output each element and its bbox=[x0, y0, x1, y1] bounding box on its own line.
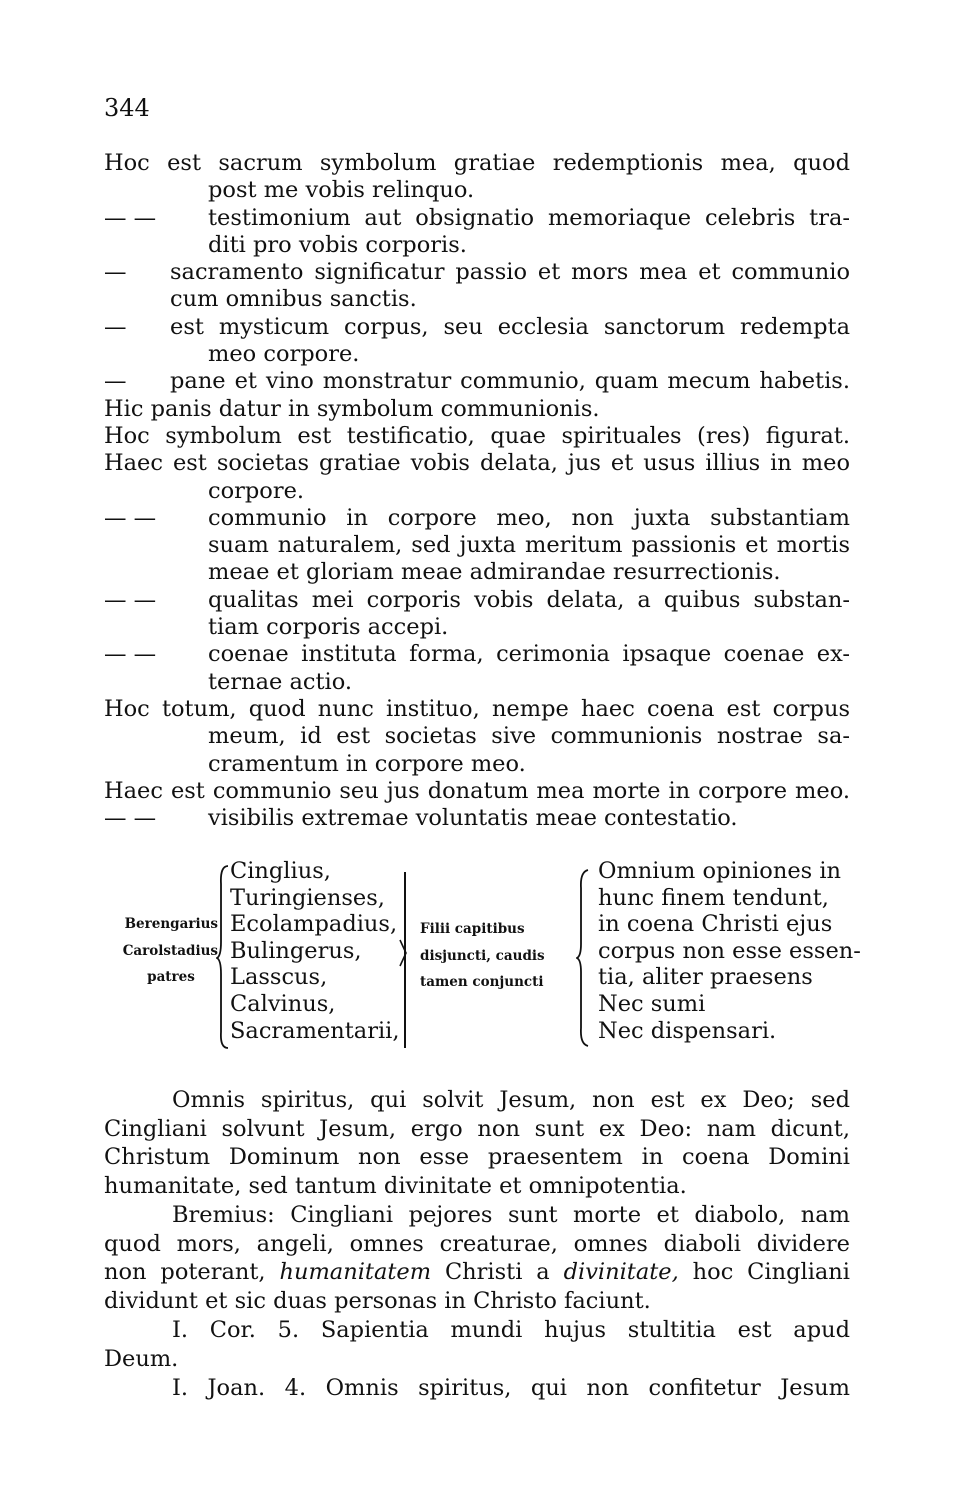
right-item: in coena Christi ejus bbox=[598, 911, 833, 938]
names-column bbox=[230, 858, 400, 1044]
text-line: Omnis spiritus, qui solvit Jesum, non est ex Deo; sed bbox=[172, 1087, 850, 1113]
text-line: — — visibilis extremae voluntatis meae contestatio. bbox=[104, 805, 738, 832]
text-line: — — qualitas mei corporis vobis delata, a quibus substan- bbox=[104, 586, 850, 613]
text-line: Hoc symbolum est testificatio, quae spirituales (res) figurat. bbox=[104, 422, 850, 449]
middle-item: Filii capitibus bbox=[420, 921, 525, 937]
text-line: — — testimonium aut obsignatio memoriaque celebris tra- bbox=[104, 204, 850, 231]
left-label: Carolstadius bbox=[122, 942, 218, 959]
italic-word: divinitate, bbox=[563, 1259, 679, 1286]
right-item: Nec sumi bbox=[598, 990, 706, 1017]
text-line: meum, id est societas sive communionis nostrae sa- bbox=[208, 723, 850, 750]
paragraph bbox=[104, 1316, 850, 1373]
name-item: Ecolampadius, bbox=[230, 911, 398, 938]
right-item: tia, aliter praesens bbox=[598, 964, 813, 991]
paragraph bbox=[104, 1086, 850, 1200]
name-item: Cinglius, bbox=[230, 858, 331, 884]
bracket-table bbox=[104, 858, 861, 1058]
text-line: — est mysticum corpus, seu ecclesia sanctorum redempta bbox=[104, 313, 850, 340]
italic-word: humanitatem bbox=[279, 1259, 432, 1286]
right-column bbox=[598, 858, 861, 1044]
name-item: Turingienses, bbox=[230, 884, 385, 911]
name-item: Calvinus, bbox=[230, 990, 336, 1017]
middle-column bbox=[420, 916, 545, 996]
middle-item: tamen conjuncti bbox=[420, 974, 544, 991]
repeat-dash: — — bbox=[104, 504, 157, 531]
text-line: cramentum in corpore meo. bbox=[208, 750, 526, 777]
text-line: Haec est communio seu jus donatum mea morte in corpore meo. bbox=[104, 777, 850, 804]
text-line: meae et gloriam meae admirandae resurrectionis. bbox=[208, 559, 781, 586]
text-line: corpore. bbox=[208, 477, 305, 504]
right-item: Omnium opiniones in bbox=[598, 858, 842, 884]
repeat-dash: — bbox=[104, 368, 127, 395]
right-item: Nec dispensari. bbox=[598, 1017, 777, 1044]
text-line: cum omnibus sanctis. bbox=[170, 286, 417, 313]
text-line: Bremius: Cingliani pejores sunt morte et diabolo, nam bbox=[172, 1202, 850, 1228]
right-item: hunc finem tendunt, bbox=[598, 884, 829, 911]
repeat-dash: — — bbox=[104, 805, 157, 832]
left-label: patres bbox=[147, 969, 195, 986]
text-line: I. Cor. 5. Sapientia mundi hujus stultitia est apud bbox=[172, 1317, 850, 1343]
name-item: Bulingerus, bbox=[230, 937, 362, 964]
text-line: Hoc est sacrum symbolum gratiae redemptionis mea, quod bbox=[104, 150, 850, 176]
text-line: quod mors, angeli, omnes creaturae, omnes diaboli dividere bbox=[104, 1230, 850, 1257]
repeat-dash: — — bbox=[104, 586, 157, 613]
text-line: diti pro vobis corporis. bbox=[208, 231, 467, 258]
text-line: ternae actio. bbox=[208, 668, 353, 695]
repeat-dash: — bbox=[104, 313, 127, 340]
text-line: humanitate, sed tantum divinitate et omnipotentia. bbox=[104, 1172, 687, 1199]
text-line: — — communio in corpore meo, non juxta substantiam bbox=[104, 504, 850, 531]
middle-item: disjuncti, caudis bbox=[420, 947, 545, 964]
paragraph bbox=[104, 1201, 850, 1315]
repeat-dash: — — bbox=[104, 641, 157, 668]
repeat-dash: — — bbox=[104, 204, 157, 231]
name-item: Lasscus, bbox=[230, 964, 328, 991]
left-labels bbox=[104, 911, 218, 991]
text-line: post me vobis relinquo. bbox=[208, 177, 475, 204]
text-line: I. Joan. 4. Omnis spiritus, qui non confitetur Jesum bbox=[172, 1375, 850, 1401]
right-brace bbox=[576, 868, 590, 1048]
left-label: Berengarius bbox=[124, 916, 218, 932]
repeat-dash: — bbox=[104, 259, 127, 286]
text-line: dividunt et sic duas personas in Christo faciunt. bbox=[104, 1287, 651, 1314]
text-line: Christum Dominum non esse praesentem in coena Domini bbox=[104, 1144, 850, 1171]
text-line: non poterant, humanitatem Christi a divinitate, hoc Cingliani bbox=[104, 1259, 850, 1286]
paragraph bbox=[104, 1374, 850, 1403]
text-line: meo corpore. bbox=[208, 341, 360, 368]
text-block bbox=[104, 150, 850, 832]
text-line: tiam corporis accepi. bbox=[208, 614, 449, 641]
text-line: suam naturalem, sed juxta meritum passionis et mortis bbox=[208, 532, 850, 559]
text-line: Hic panis datur in symbolum communionis. bbox=[104, 395, 600, 422]
text-line: Hoc totum, quod nunc instituo, nempe haec coena est corpus bbox=[104, 695, 850, 722]
text-line: — — coenae instituta forma, cerimonia ipsaque coenae ex- bbox=[104, 641, 850, 668]
text-line: Cingliani solvunt Jesum, ergo non sunt ex Deo: nam dicunt, bbox=[104, 1115, 850, 1142]
text-line: Deum. bbox=[104, 1345, 179, 1372]
text-line: — pane et vino monstratur communio, quam mecum habetis. bbox=[104, 368, 850, 395]
name-item: Sacramentarii, bbox=[230, 1017, 400, 1044]
middle-pointer bbox=[398, 938, 408, 968]
right-item: corpus non esse essen- bbox=[598, 937, 861, 964]
left-brace bbox=[216, 864, 230, 1050]
text-line: — sacramento significatur passio et mors mea et communio bbox=[104, 259, 850, 286]
page-number: 344 bbox=[104, 94, 150, 122]
text-line: Haec est societas gratiae vobis delata, jus et usus illius in meo bbox=[104, 450, 850, 477]
